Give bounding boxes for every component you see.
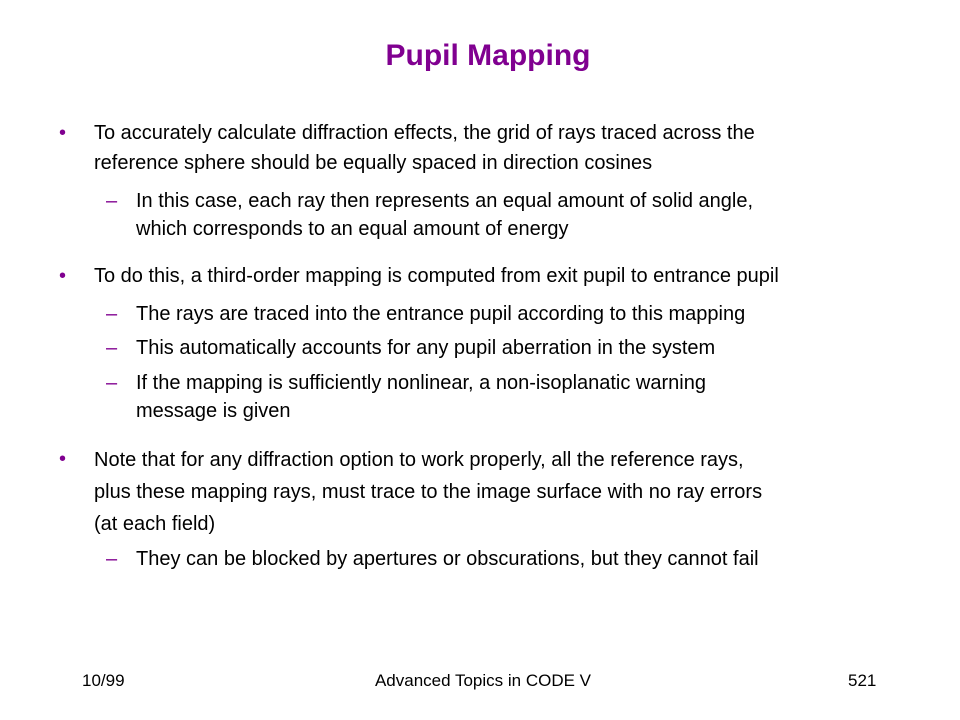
sub-bullet-text: They can be blocked by apertures or obscurations, but they cannot fail (136, 548, 759, 570)
footer-course-title: Advanced Topics in CODE V (374, 671, 592, 690)
bullet-marker: • (59, 265, 67, 287)
footer-page-number: 521 (848, 671, 877, 690)
sub-bullet-marker: – (106, 190, 118, 212)
slide-title: Pupil Mapping (385, 39, 591, 72)
bullet-text: Note that for any diffraction option to work properly, all the reference rays, plus these mapping rays, must trace to the image surface with no ray errors (at each field) (94, 449, 763, 535)
bullet-text: To do this, a third-order mapping is computed from exit pupil to entrance pupil (94, 265, 779, 287)
sub-bullet-text: The rays are traced into the entrance pupil according to this mapping (136, 303, 746, 325)
sub-bullet-marker: – (106, 337, 118, 359)
bullet-text: To accurately calculate diffraction effects, the grid of rays traced across the reference sphere should be equally spaced in direction cosines (94, 122, 755, 174)
footer-date: 10/99 (82, 671, 125, 690)
sub-bullet-text: This automatically accounts for any pupil aberration in the system (136, 337, 716, 359)
bullet-marker: • (59, 122, 67, 144)
sub-bullet-marker: – (106, 548, 118, 570)
sub-bullet-text: If the mapping is sufficiently nonlinear, a non-isoplanatic warning message is given (136, 372, 706, 422)
sub-bullet-marker: – (106, 372, 118, 394)
sub-bullet-marker: – (106, 303, 118, 325)
bullet-marker: • (59, 448, 67, 470)
sub-bullet-text: In this case, each ray then represents an equal amount of solid angle, which corresponds to an equal amount of energy (136, 190, 754, 240)
